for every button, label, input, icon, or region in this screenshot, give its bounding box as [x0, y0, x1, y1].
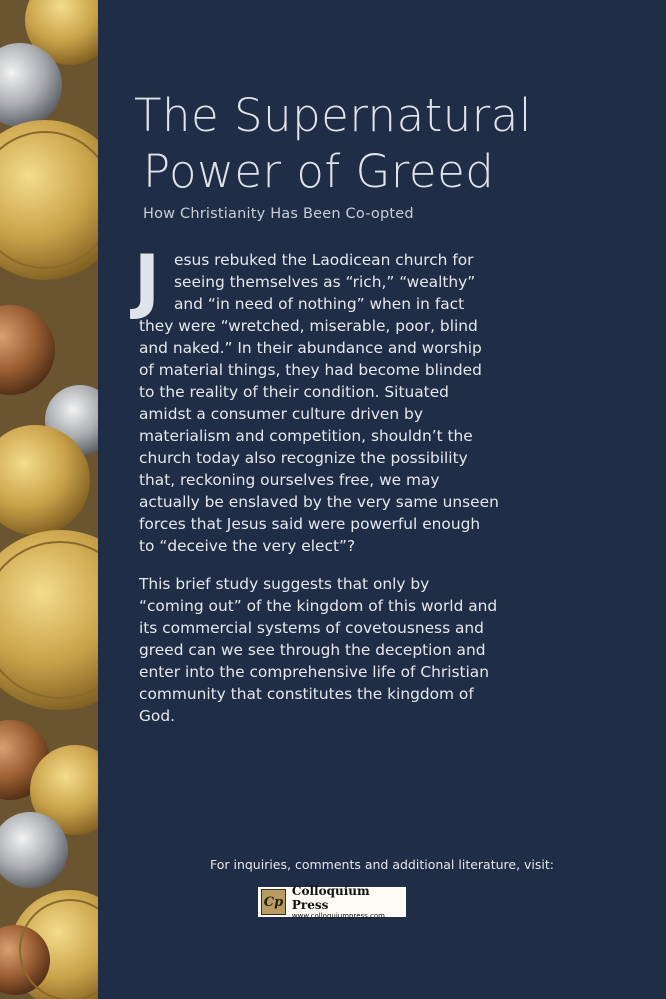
text-line: they were “wretched, miserable, poor, blind	[139, 317, 478, 335]
title-line-2: Power of Greed	[143, 145, 495, 198]
text-line: of material things, they had become blinded	[139, 361, 482, 379]
text-line: God.	[139, 707, 176, 725]
publisher-name: Colloquium Press	[291, 883, 370, 912]
text-line: seeing themselves as “rich,” “wealthy”	[174, 273, 476, 291]
back-cover-panel	[98, 0, 666, 999]
text-line: amidst a consumer culture driven by	[139, 405, 423, 423]
book-title	[134, 88, 634, 200]
text-line: esus rebuked the Laodicean church for	[174, 251, 474, 269]
publisher-mark-icon: Cp	[261, 889, 286, 915]
publisher-url: www.colloquiumpress.com	[291, 911, 385, 920]
description-paragraph-2	[139, 573, 539, 727]
text-line: forces that Jesus said were powerful enough	[139, 515, 481, 533]
text-line: church today also recognize the possibility	[139, 449, 468, 467]
text-line: “coming out” of the kingdom of this world and	[139, 597, 498, 615]
text-line: and “in need of nothing” when in fact	[174, 295, 465, 313]
inquiries-note: For inquiries, comments and additional literature, visit:	[209, 857, 555, 872]
text-line: to “deceive the very elect”?	[139, 537, 356, 555]
text-line: actually be enslaved by the very same unseen	[139, 493, 499, 511]
title-line-1: The Supernatural	[134, 89, 532, 142]
coin-collage-image	[0, 0, 98, 999]
text-line: This brief study suggests that only by	[139, 575, 430, 593]
book-subtitle: How Christianity Has Been Co-opted	[143, 206, 414, 222]
text-line: materialism and competition, shouldn’t the	[139, 427, 473, 445]
text-line: to the reality of their condition. Situated	[139, 383, 449, 401]
drop-cap-letter: J	[134, 240, 161, 322]
text-line: community that constitutes the kingdom of	[139, 685, 474, 703]
text-line: enter into the comprehensive life of Christian	[139, 663, 489, 681]
publisher-logo-text	[292, 884, 405, 921]
text-line: its commercial systems of covetousness and	[139, 619, 484, 637]
text-line: that, reckoning ourselves free, we may	[139, 471, 440, 489]
text-line: and naked.” In their abundance and worship	[139, 339, 482, 357]
text-line: greed can we see through the deception and	[139, 641, 486, 659]
description-paragraph-1	[134, 240, 539, 557]
publisher-logo[interactable]	[258, 883, 406, 920]
